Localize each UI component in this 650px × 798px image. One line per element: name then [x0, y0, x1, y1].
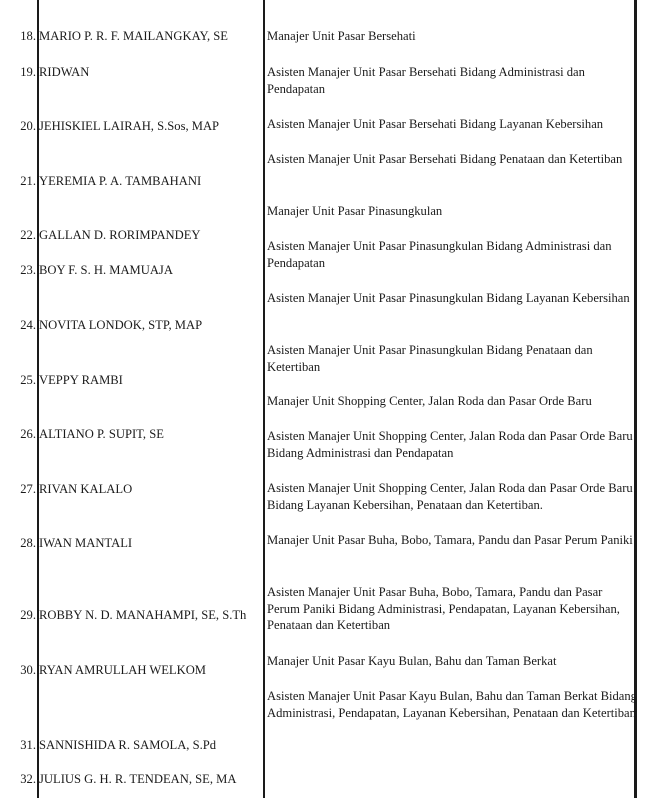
official-name: NOVITA LONDOK, STP, MAP — [39, 318, 203, 332]
official-name: RYAN AMRULLAH WELKOM — [39, 663, 206, 677]
official-name: YEREMIA P. A. TAMBAHANI — [39, 174, 202, 188]
position-title: Manajer Unit Pasar Kayu Bulan, Bahu dan Taman Berkat — [267, 654, 557, 668]
official-name: RIDWAN — [39, 65, 90, 79]
position-title: Asisten Manajer Unit Shopping Center, Jalan Roda dan Pasar Orde Baru Bidang Administrasi dan Pendapatan — [267, 429, 633, 460]
position-title: Asisten Manajer Unit Pasar Buha, Bobo, Tamara, Pandu dan Pasar Perum Paniki Bidang Administrasi, Pendapatan, Layanan Kebersihan, Penataan dan Ketertiban — [267, 585, 620, 632]
official-name: VEPPY RAMBI — [39, 373, 123, 387]
official-name: JULIUS G. H. R. TENDEAN, SE, MA — [39, 772, 237, 786]
official-name: RIVAN KALALO — [39, 482, 133, 496]
official-name: IWAN MANTALI — [39, 536, 133, 550]
official-name: BOY F. S. H. MAMUAJA — [39, 263, 173, 277]
position-title: Asisten Manajer Unit Pasar Bersehati Bidang Penataan dan Ketertiban — [267, 152, 623, 166]
position-title: Asisten Manajer Unit Pasar Bersehati Bidang Layanan Kebersihan — [267, 117, 604, 131]
position-title: Asisten Manajer Unit Pasar Bersehati Bidang Administrasi dan Pendapatan — [267, 65, 585, 96]
row-number: 32. — [20, 772, 36, 786]
row-number: 24. — [20, 318, 36, 332]
row-number: 30. — [20, 663, 36, 677]
official-name: SANNISHIDA R. SAMOLA, S.Pd — [39, 738, 217, 752]
row-number: 18. — [20, 29, 36, 43]
row-number: 23. — [20, 263, 36, 277]
row-number: 28. — [20, 536, 36, 550]
table-divider-middle — [263, 0, 265, 798]
position-title: Asisten Manajer Unit Pasar Kayu Bulan, Bahu dan Taman Berkat Bidang Administrasi, Pendapatan, Layanan Kebersihan, Penataan dan Ketertiban — [267, 689, 637, 720]
position-title: Manajer Unit Pasar Pinasungkulan — [267, 204, 443, 218]
official-name: ROBBY N. D. MANAHAMPI, SE, S.Th — [39, 608, 247, 622]
row-number: 31. — [20, 738, 36, 752]
row-number: 26. — [20, 427, 36, 441]
row-number: 19. — [20, 65, 36, 79]
row-number: 27. — [20, 482, 36, 496]
row-number: 21. — [20, 174, 36, 188]
row-number: 25. — [20, 373, 36, 387]
position-title: Asisten Manajer Unit Shopping Center, Jalan Roda dan Pasar Orde Baru Bidang Layanan Kebersihan, Penataan dan Ketertiban. — [267, 481, 633, 512]
position-title: Manajer Unit Pasar Buha, Bobo, Tamara, Pandu dan Pasar Perum Paniki — [267, 533, 633, 547]
position-title: Manajer Unit Shopping Center, Jalan Roda dan Pasar Orde Baru — [267, 394, 592, 408]
position-title: Asisten Manajer Unit Pasar Pinasungkulan Bidang Penataan dan Ketertiban — [267, 343, 593, 374]
official-name: GALLAN D. RORIMPANDEY — [39, 228, 201, 242]
official-name: JEHISKIEL LAIRAH, S.Sos, MAP — [39, 119, 220, 133]
position-title: Asisten Manajer Unit Pasar Pinasungkulan Bidang Layanan Kebersihan — [267, 291, 630, 305]
position-title: Asisten Manajer Unit Pasar Pinasungkulan Bidang Administrasi dan Pendapatan — [267, 239, 612, 270]
row-number: 20. — [20, 119, 36, 133]
official-name: MARIO P. R. F. MAILANGKAY, SE — [39, 29, 228, 43]
official-name: ALTIANO P. SUPIT, SE — [39, 427, 164, 441]
position-title: Manajer Unit Pasar Bersehati — [267, 29, 416, 43]
row-number: 22. — [20, 228, 36, 242]
row-number: 29. — [20, 608, 36, 622]
